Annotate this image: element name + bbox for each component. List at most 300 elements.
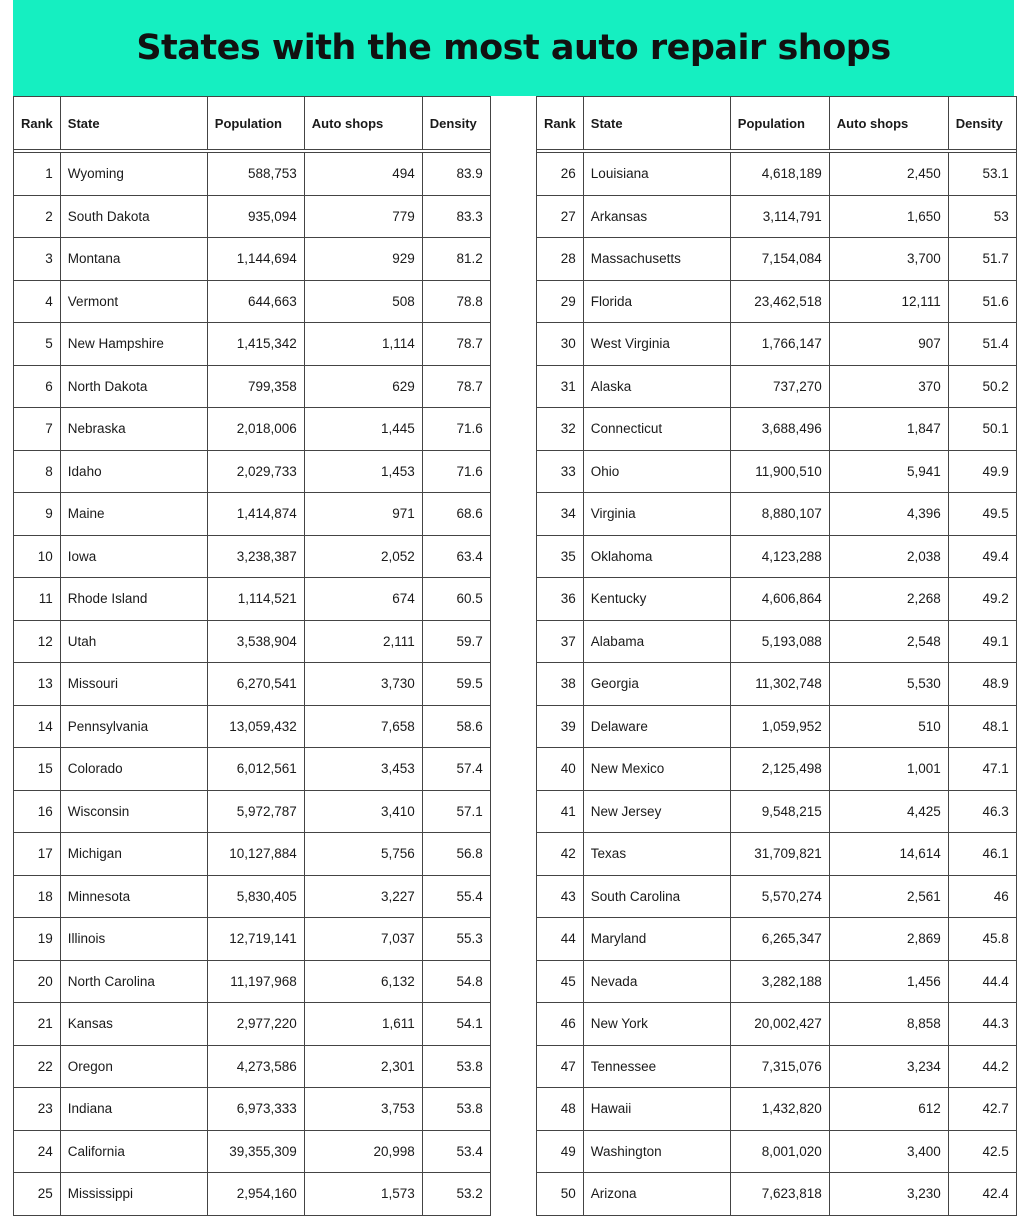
cell-density: 44.3 (948, 1003, 1016, 1046)
cell-auto-shops: 4,396 (829, 493, 948, 536)
rankings-table-right (536, 96, 1017, 1216)
cell-density: 49.5 (948, 493, 1016, 536)
cell-rank: 49 (537, 1130, 584, 1173)
cell-state: Kentucky (583, 578, 730, 621)
cell-population: 7,154,084 (730, 238, 829, 281)
cell-density: 55.4 (422, 875, 490, 918)
table-row (537, 918, 1017, 961)
table-row (537, 195, 1017, 238)
cell-auto-shops: 3,730 (304, 663, 422, 706)
table-body (537, 153, 1017, 1216)
cell-auto-shops: 1,611 (304, 1003, 422, 1046)
cell-density: 53.8 (422, 1088, 490, 1131)
header-density: Density (948, 97, 1016, 150)
table-header-row (14, 97, 491, 150)
table-row (14, 748, 491, 791)
cell-auto-shops: 3,230 (829, 1173, 948, 1216)
table-row (14, 663, 491, 706)
cell-rank: 35 (537, 535, 584, 578)
cell-auto-shops: 8,858 (829, 1003, 948, 1046)
cell-auto-shops: 1,114 (304, 323, 422, 366)
cell-rank: 11 (14, 578, 61, 621)
header-auto-shops: Auto shops (304, 97, 422, 150)
table-row (14, 365, 491, 408)
cell-density: 60.5 (422, 578, 490, 621)
cell-state: New Hampshire (60, 323, 207, 366)
cell-rank: 18 (14, 875, 61, 918)
cell-density: 57.1 (422, 790, 490, 833)
cell-state: Tennessee (583, 1045, 730, 1088)
cell-population: 12,719,141 (207, 918, 304, 961)
cell-density: 42.4 (948, 1173, 1016, 1216)
cell-state: Maine (60, 493, 207, 536)
header-state: State (583, 97, 730, 150)
cell-rank: 40 (537, 748, 584, 791)
cell-population: 7,315,076 (730, 1045, 829, 1088)
cell-rank: 23 (14, 1088, 61, 1131)
cell-state: Montana (60, 238, 207, 281)
cell-density: 46 (948, 875, 1016, 918)
cell-rank: 31 (537, 365, 584, 408)
cell-density: 57.4 (422, 748, 490, 791)
cell-rank: 17 (14, 833, 61, 876)
cell-state: Idaho (60, 450, 207, 493)
cell-rank: 15 (14, 748, 61, 791)
cell-population: 6,012,561 (207, 748, 304, 791)
cell-auto-shops: 494 (304, 153, 422, 196)
cell-auto-shops: 612 (829, 1088, 948, 1131)
cell-auto-shops: 779 (304, 195, 422, 238)
table-row (537, 1088, 1017, 1131)
cell-state: North Dakota (60, 365, 207, 408)
cell-population: 4,273,586 (207, 1045, 304, 1088)
cell-population: 1,415,342 (207, 323, 304, 366)
cell-rank: 25 (14, 1173, 61, 1216)
cell-density: 47.1 (948, 748, 1016, 791)
cell-state: Minnesota (60, 875, 207, 918)
cell-auto-shops: 1,445 (304, 408, 422, 451)
cell-population: 4,606,864 (730, 578, 829, 621)
cell-density: 63.4 (422, 535, 490, 578)
cell-auto-shops: 14,614 (829, 833, 948, 876)
cell-population: 11,197,968 (207, 960, 304, 1003)
cell-density: 49.4 (948, 535, 1016, 578)
cell-rank: 47 (537, 1045, 584, 1088)
cell-density: 46.3 (948, 790, 1016, 833)
cell-auto-shops: 929 (304, 238, 422, 281)
cell-density: 55.3 (422, 918, 490, 961)
cell-density: 50.1 (948, 408, 1016, 451)
cell-density: 53.4 (422, 1130, 490, 1173)
table-row (537, 1130, 1017, 1173)
cell-population: 3,282,188 (730, 960, 829, 1003)
cell-rank: 6 (14, 365, 61, 408)
cell-density: 49.1 (948, 620, 1016, 663)
cell-density: 49.2 (948, 578, 1016, 621)
cell-state: Wisconsin (60, 790, 207, 833)
table-row (537, 535, 1017, 578)
table-row (14, 1130, 491, 1173)
cell-auto-shops: 3,453 (304, 748, 422, 791)
cell-auto-shops: 1,453 (304, 450, 422, 493)
cell-population: 6,265,347 (730, 918, 829, 961)
cell-density: 54.8 (422, 960, 490, 1003)
table-row (14, 408, 491, 451)
cell-rank: 14 (14, 705, 61, 748)
cell-rank: 36 (537, 578, 584, 621)
cell-state: Hawaii (583, 1088, 730, 1131)
cell-auto-shops: 2,038 (829, 535, 948, 578)
cell-density: 54.1 (422, 1003, 490, 1046)
cell-state: Nebraska (60, 408, 207, 451)
table-header-row (537, 97, 1017, 150)
cell-state: Delaware (583, 705, 730, 748)
cell-rank: 3 (14, 238, 61, 281)
cell-state: Alabama (583, 620, 730, 663)
cell-rank: 44 (537, 918, 584, 961)
table-row (537, 578, 1017, 621)
cell-population: 3,114,791 (730, 195, 829, 238)
cell-rank: 7 (14, 408, 61, 451)
cell-density: 78.7 (422, 323, 490, 366)
cell-state: Kansas (60, 1003, 207, 1046)
cell-population: 31,709,821 (730, 833, 829, 876)
header-rank: Rank (537, 97, 584, 150)
cell-auto-shops: 510 (829, 705, 948, 748)
cell-density: 53.2 (422, 1173, 490, 1216)
cell-rank: 43 (537, 875, 584, 918)
cell-state: Indiana (60, 1088, 207, 1131)
cell-population: 2,125,498 (730, 748, 829, 791)
cell-population: 8,880,107 (730, 493, 829, 536)
cell-population: 10,127,884 (207, 833, 304, 876)
cell-state: California (60, 1130, 207, 1173)
cell-state: West Virginia (583, 323, 730, 366)
cell-population: 3,238,387 (207, 535, 304, 578)
cell-population: 5,193,088 (730, 620, 829, 663)
cell-auto-shops: 5,756 (304, 833, 422, 876)
cell-population: 3,688,496 (730, 408, 829, 451)
cell-density: 81.2 (422, 238, 490, 281)
cell-rank: 28 (537, 238, 584, 281)
cell-density: 44.2 (948, 1045, 1016, 1088)
cell-auto-shops: 370 (829, 365, 948, 408)
cell-auto-shops: 1,650 (829, 195, 948, 238)
cell-population: 644,663 (207, 280, 304, 323)
cell-rank: 1 (14, 153, 61, 196)
cell-rank: 26 (537, 153, 584, 196)
cell-state: Washington (583, 1130, 730, 1173)
cell-state: Nevada (583, 960, 730, 1003)
cell-rank: 10 (14, 535, 61, 578)
header-rank: Rank (14, 97, 61, 150)
cell-density: 59.7 (422, 620, 490, 663)
header-density: Density (422, 97, 490, 150)
cell-population: 11,900,510 (730, 450, 829, 493)
cell-population: 2,029,733 (207, 450, 304, 493)
cell-auto-shops: 3,753 (304, 1088, 422, 1131)
cell-rank: 50 (537, 1173, 584, 1216)
table-row (537, 365, 1017, 408)
table-row (537, 493, 1017, 536)
cell-density: 51.7 (948, 238, 1016, 281)
table-row (14, 833, 491, 876)
cell-rank: 20 (14, 960, 61, 1003)
cell-auto-shops: 2,561 (829, 875, 948, 918)
cell-density: 58.6 (422, 705, 490, 748)
cell-state: Ohio (583, 450, 730, 493)
cell-population: 5,972,787 (207, 790, 304, 833)
cell-auto-shops: 20,998 (304, 1130, 422, 1173)
cell-population: 737,270 (730, 365, 829, 408)
table-row (14, 1088, 491, 1131)
cell-rank: 29 (537, 280, 584, 323)
table-row (14, 960, 491, 1003)
table-row (537, 790, 1017, 833)
cell-density: 44.4 (948, 960, 1016, 1003)
cell-auto-shops: 2,268 (829, 578, 948, 621)
cell-state: North Carolina (60, 960, 207, 1003)
table-row (537, 408, 1017, 451)
cell-state: Vermont (60, 280, 207, 323)
cell-density: 48.9 (948, 663, 1016, 706)
cell-state: Maryland (583, 918, 730, 961)
cell-rank: 46 (537, 1003, 584, 1046)
cell-density: 56.8 (422, 833, 490, 876)
table-row (14, 493, 491, 536)
cell-population: 6,270,541 (207, 663, 304, 706)
cell-rank: 41 (537, 790, 584, 833)
table-row (537, 833, 1017, 876)
table-row (537, 1003, 1017, 1046)
cell-population: 1,114,521 (207, 578, 304, 621)
header-state: State (60, 97, 207, 150)
cell-population: 2,977,220 (207, 1003, 304, 1046)
cell-auto-shops: 5,941 (829, 450, 948, 493)
cell-auto-shops: 1,456 (829, 960, 948, 1003)
cell-state: Oklahoma (583, 535, 730, 578)
cell-rank: 13 (14, 663, 61, 706)
cell-state: Texas (583, 833, 730, 876)
cell-population: 2,018,006 (207, 408, 304, 451)
cell-density: 46.1 (948, 833, 1016, 876)
cell-population: 9,548,215 (730, 790, 829, 833)
cell-density: 68.6 (422, 493, 490, 536)
table-row (14, 1045, 491, 1088)
cell-population: 4,123,288 (730, 535, 829, 578)
cell-auto-shops: 1,573 (304, 1173, 422, 1216)
cell-population: 1,414,874 (207, 493, 304, 536)
table-row (14, 535, 491, 578)
cell-rank: 2 (14, 195, 61, 238)
cell-auto-shops: 3,227 (304, 875, 422, 918)
cell-rank: 37 (537, 620, 584, 663)
table-row (14, 790, 491, 833)
cell-auto-shops: 629 (304, 365, 422, 408)
cell-state: Alaska (583, 365, 730, 408)
cell-state: Colorado (60, 748, 207, 791)
cell-density: 83.3 (422, 195, 490, 238)
table-row (537, 875, 1017, 918)
cell-density: 78.7 (422, 365, 490, 408)
cell-state: South Dakota (60, 195, 207, 238)
table-row (14, 1173, 491, 1216)
cell-auto-shops: 2,548 (829, 620, 948, 663)
cell-state: Oregon (60, 1045, 207, 1088)
cell-rank: 24 (14, 1130, 61, 1173)
cell-state: Arkansas (583, 195, 730, 238)
cell-population: 1,766,147 (730, 323, 829, 366)
cell-auto-shops: 508 (304, 280, 422, 323)
cell-rank: 12 (14, 620, 61, 663)
cell-population: 935,094 (207, 195, 304, 238)
cell-rank: 38 (537, 663, 584, 706)
cell-rank: 4 (14, 280, 61, 323)
cell-rank: 30 (537, 323, 584, 366)
cell-auto-shops: 3,410 (304, 790, 422, 833)
page-title: States with the most auto repair shops (136, 28, 891, 68)
cell-population: 1,432,820 (730, 1088, 829, 1131)
cell-population: 1,059,952 (730, 705, 829, 748)
table-row (537, 705, 1017, 748)
cell-density: 53 (948, 195, 1016, 238)
cell-rank: 5 (14, 323, 61, 366)
table-row (14, 875, 491, 918)
table-row (14, 153, 491, 196)
cell-rank: 21 (14, 1003, 61, 1046)
cell-rank: 16 (14, 790, 61, 833)
cell-population: 20,002,427 (730, 1003, 829, 1046)
cell-rank: 45 (537, 960, 584, 1003)
table-row (14, 918, 491, 961)
cell-density: 42.7 (948, 1088, 1016, 1131)
cell-rank: 22 (14, 1045, 61, 1088)
table-row (14, 620, 491, 663)
cell-density: 42.5 (948, 1130, 1016, 1173)
cell-state: South Carolina (583, 875, 730, 918)
header-population: Population (730, 97, 829, 150)
cell-rank: 19 (14, 918, 61, 961)
cell-auto-shops: 3,234 (829, 1045, 948, 1088)
cell-auto-shops: 2,111 (304, 620, 422, 663)
cell-state: Virginia (583, 493, 730, 536)
cell-rank: 33 (537, 450, 584, 493)
cell-auto-shops: 5,530 (829, 663, 948, 706)
cell-population: 4,618,189 (730, 153, 829, 196)
cell-state: Rhode Island (60, 578, 207, 621)
cell-auto-shops: 907 (829, 323, 948, 366)
cell-population: 5,830,405 (207, 875, 304, 918)
table-row (537, 238, 1017, 281)
table-row (537, 323, 1017, 366)
cell-auto-shops: 971 (304, 493, 422, 536)
cell-population: 11,302,748 (730, 663, 829, 706)
cell-population: 23,462,518 (730, 280, 829, 323)
cell-density: 50.2 (948, 365, 1016, 408)
cell-auto-shops: 7,037 (304, 918, 422, 961)
table-row (537, 620, 1017, 663)
cell-state: Missouri (60, 663, 207, 706)
cell-density: 83.9 (422, 153, 490, 196)
table-row (537, 1173, 1017, 1216)
cell-rank: 32 (537, 408, 584, 451)
cell-rank: 48 (537, 1088, 584, 1131)
cell-state: Illinois (60, 918, 207, 961)
cell-density: 53.1 (948, 153, 1016, 196)
cell-state: Pennsylvania (60, 705, 207, 748)
cell-population: 13,059,432 (207, 705, 304, 748)
cell-population: 588,753 (207, 153, 304, 196)
cell-auto-shops: 4,425 (829, 790, 948, 833)
table-row (537, 280, 1017, 323)
cell-state: Iowa (60, 535, 207, 578)
cell-rank: 34 (537, 493, 584, 536)
cell-state: Florida (583, 280, 730, 323)
cell-density: 71.6 (422, 408, 490, 451)
header-auto-shops: Auto shops (829, 97, 948, 150)
cell-auto-shops: 12,111 (829, 280, 948, 323)
cell-rank: 39 (537, 705, 584, 748)
cell-auto-shops: 2,869 (829, 918, 948, 961)
table-row (537, 153, 1017, 196)
table-body (14, 153, 491, 1216)
cell-population: 6,973,333 (207, 1088, 304, 1131)
cell-state: Michigan (60, 833, 207, 876)
cell-rank: 8 (14, 450, 61, 493)
cell-state: New York (583, 1003, 730, 1046)
cell-state: Arizona (583, 1173, 730, 1216)
cell-auto-shops: 2,450 (829, 153, 948, 196)
cell-rank: 42 (537, 833, 584, 876)
cell-density: 71.6 (422, 450, 490, 493)
cell-population: 8,001,020 (730, 1130, 829, 1173)
table-row (14, 578, 491, 621)
cell-auto-shops: 1,847 (829, 408, 948, 451)
cell-auto-shops: 3,700 (829, 238, 948, 281)
cell-auto-shops: 2,301 (304, 1045, 422, 1088)
cell-state: Mississippi (60, 1173, 207, 1216)
table-row (14, 450, 491, 493)
cell-state: Connecticut (583, 408, 730, 451)
cell-state: Massachusetts (583, 238, 730, 281)
cell-state: Georgia (583, 663, 730, 706)
table-row (14, 1003, 491, 1046)
cell-auto-shops: 6,132 (304, 960, 422, 1003)
cell-auto-shops: 674 (304, 578, 422, 621)
cell-state: Utah (60, 620, 207, 663)
cell-density: 53.8 (422, 1045, 490, 1088)
cell-auto-shops: 7,658 (304, 705, 422, 748)
cell-auto-shops: 1,001 (829, 748, 948, 791)
cell-population: 799,358 (207, 365, 304, 408)
table-row (537, 748, 1017, 791)
cell-density: 49.9 (948, 450, 1016, 493)
cell-population: 7,623,818 (730, 1173, 829, 1216)
cell-density: 78.8 (422, 280, 490, 323)
table-row (537, 960, 1017, 1003)
cell-population: 39,355,309 (207, 1130, 304, 1173)
table-row (14, 195, 491, 238)
table-row (537, 663, 1017, 706)
table-row (537, 1045, 1017, 1088)
table-row (14, 238, 491, 281)
cell-rank: 9 (14, 493, 61, 536)
cell-rank: 27 (537, 195, 584, 238)
cell-auto-shops: 2,052 (304, 535, 422, 578)
cell-density: 59.5 (422, 663, 490, 706)
cell-state: New Jersey (583, 790, 730, 833)
cell-population: 2,954,160 (207, 1173, 304, 1216)
